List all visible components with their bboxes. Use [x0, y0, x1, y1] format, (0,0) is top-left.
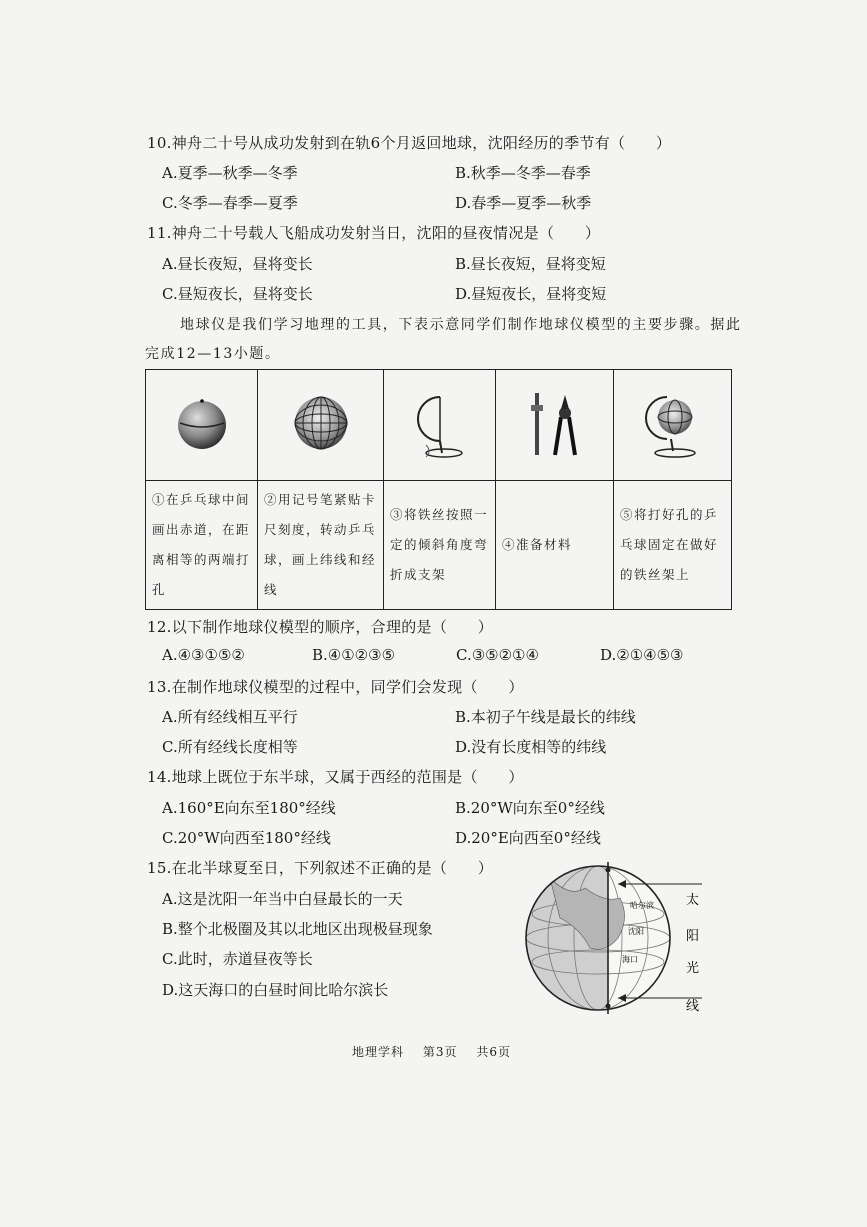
sunlight-char-3: 光 [686, 961, 700, 976]
step-5-image-cell [614, 370, 732, 481]
finished-globe-icon [633, 383, 713, 463]
question-15-option-d: D.这天海口的白昼时间比哈尔滨长 [162, 981, 389, 999]
gridded-ball-icon [281, 383, 361, 463]
question-10-option-c: C.冬季—春季—夏季 [162, 194, 298, 212]
question-10-option-b: B.秋季—冬季—春季 [455, 164, 591, 182]
haikou-label: 海口 [622, 955, 638, 964]
question-14-option-d: D.20°E向西至0°经线 [455, 829, 601, 847]
question-11-option-a: A.昼长夜短，昼将变长 [162, 255, 313, 273]
question-12-stem: 12.以下制作地球仪模型的顺序，合理的是（ ） [147, 618, 494, 636]
question-11-option-b: B.昼长夜短，昼将变短 [455, 255, 606, 273]
intro-line-2: 完成12—13小题。 [145, 346, 281, 362]
question-12-option-d: D.②①④⑤③ [600, 646, 684, 664]
question-13-option-c: C.所有经线长度相等 [162, 738, 298, 756]
shenyang-label: 沈阳 [628, 927, 644, 936]
question-15-option-b: B.整个北极圈及其以北地区出现极昼现象 [162, 920, 433, 938]
question-10-option-d: D.春季—夏季—秋季 [455, 194, 592, 212]
footer-subject: 地理学科 [352, 1045, 405, 1059]
step-1-text: ①在乒乓球中间画出赤道，在距离相等的两端打孔 [146, 481, 258, 610]
question-13-stem: 13.在制作地球仪模型的过程中，同学们会发现（ ） [147, 678, 524, 696]
intro-line-1: 地球仪是我们学习地理的工具，下表示意同学们制作地球仪模型的主要步骤。据此 [180, 317, 742, 333]
question-10-option-a: A.夏季—秋季—冬季 [162, 164, 298, 182]
question-14-option-c: C.20°W向西至180°经线 [162, 829, 331, 847]
question-15-option-c: C.此时，赤道昼夜等长 [162, 950, 313, 968]
harbin-label: 哈尔滨 [630, 901, 654, 910]
question-13-option-b: B.本初子午线是最长的纬线 [455, 708, 636, 726]
question-14-option-b: B.20°W向东至0°经线 [455, 799, 605, 817]
sunlight-char-1: 太 [686, 893, 700, 908]
wire-stand-icon [400, 383, 480, 463]
question-11-stem: 11.神舟二十号载人飞船成功发射当日，沈阳的昼夜情况是（ ） [147, 224, 601, 242]
question-14-stem: 14.地球上既位于东半球，又属于西经的范围是（ ） [147, 768, 524, 786]
question-15-stem: 15.在北半球夏至日，下列叙述不正确的是（ ） [147, 859, 494, 877]
question-13-option-d: D.没有长度相等的纬线 [455, 738, 607, 756]
step-3-text: ③将铁丝按照一定的倾斜角度弯折成支架 [384, 481, 496, 610]
page-footer [352, 1043, 525, 1060]
question-12-option-c: C.③⑤②①④ [456, 646, 539, 664]
step-5-text: ⑤将打好孔的乒乓球固定在做好的铁丝架上 [614, 481, 732, 610]
question-13-option-a: A.所有经线相互平行 [162, 708, 298, 726]
question-11-option-d: D.昼短夜长，昼将变短 [455, 285, 607, 303]
ping-pong-ball-icon [162, 383, 242, 463]
question-12-option-b: B.④①②③⑤ [312, 646, 396, 664]
step-2-text: ②用记号笔紧贴卡尺刻度，转动乒乓球，画上纬线和经线 [258, 481, 384, 610]
question-15-option-a: A.这是沈阳一年当中白昼最长的一天 [162, 890, 403, 908]
footer-page: 第3页 [422, 1045, 458, 1059]
summer-solstice-figure [510, 858, 702, 1018]
question-14-option-a: A.160°E向东至180°经线 [162, 799, 336, 817]
step-2-image-cell [258, 370, 384, 481]
sunlight-char-4: 线 [686, 999, 700, 1014]
question-10-stem: 10.神舟二十号从成功发射到在轨6个月返回地球，沈阳经历的季节有（ ） [147, 134, 672, 152]
footer-total: 共6页 [476, 1045, 511, 1059]
steps-table [145, 369, 732, 610]
question-11-option-c: C.昼短夜长，昼将变长 [162, 285, 313, 303]
question-12-option-a: A.④③①⑤② [162, 646, 245, 664]
step-1-image-cell [146, 370, 258, 481]
sunlight-char-2: 阳 [686, 929, 700, 944]
materials-icon [515, 383, 595, 463]
step-4-text: ④准备材料 [496, 481, 614, 610]
step-3-image-cell [384, 370, 496, 481]
step-4-image-cell [496, 370, 614, 481]
